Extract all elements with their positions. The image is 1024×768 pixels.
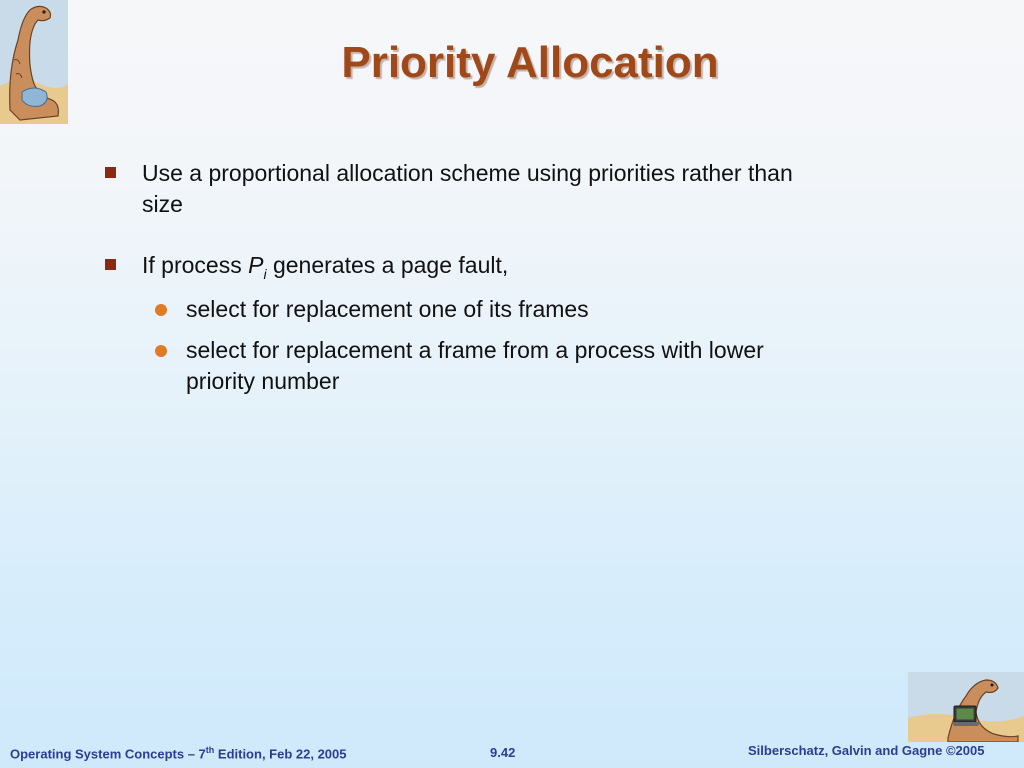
bullet-text-after: generates a page fault,	[266, 252, 509, 278]
dot-bullet-icon	[155, 304, 167, 316]
sub-bullet-item	[142, 335, 824, 397]
square-bullet-icon	[105, 167, 116, 178]
bullet-item	[104, 250, 824, 397]
footer-left-sup: th	[205, 745, 215, 755]
footer-left-suffix: Edition, Feb 22, 2005	[214, 746, 347, 762]
footer-page-number: 9.42	[490, 745, 516, 760]
bullet-item	[104, 158, 824, 220]
bullet-text: Use a proportional allocation scheme using priorities rather than size	[142, 160, 793, 217]
dot-bullet-icon	[155, 345, 167, 357]
slide-content	[104, 158, 824, 427]
dinosaur-laptop-icon	[908, 672, 1024, 742]
sub-bullet-item	[142, 294, 824, 325]
sub-bullet-text: select for replacement a frame from a process with lower priority number	[186, 337, 764, 394]
bullet-text-before: If process	[142, 252, 249, 278]
process-variable: P	[248, 252, 264, 278]
process-variable-subscript: i	[263, 266, 267, 282]
slide-title: Priority Allocation	[341, 38, 719, 87]
footer-left-prefix: Operating System Concepts – 7	[10, 746, 206, 762]
sub-bullet-text: select for replacement one of its frames	[186, 296, 589, 322]
square-bullet-icon	[105, 259, 116, 270]
sub-bullet-list	[142, 294, 824, 397]
footer-copyright: Silberschatz, Galvin and Gagne ©2005	[748, 743, 985, 758]
footer-course-info	[10, 745, 347, 761]
